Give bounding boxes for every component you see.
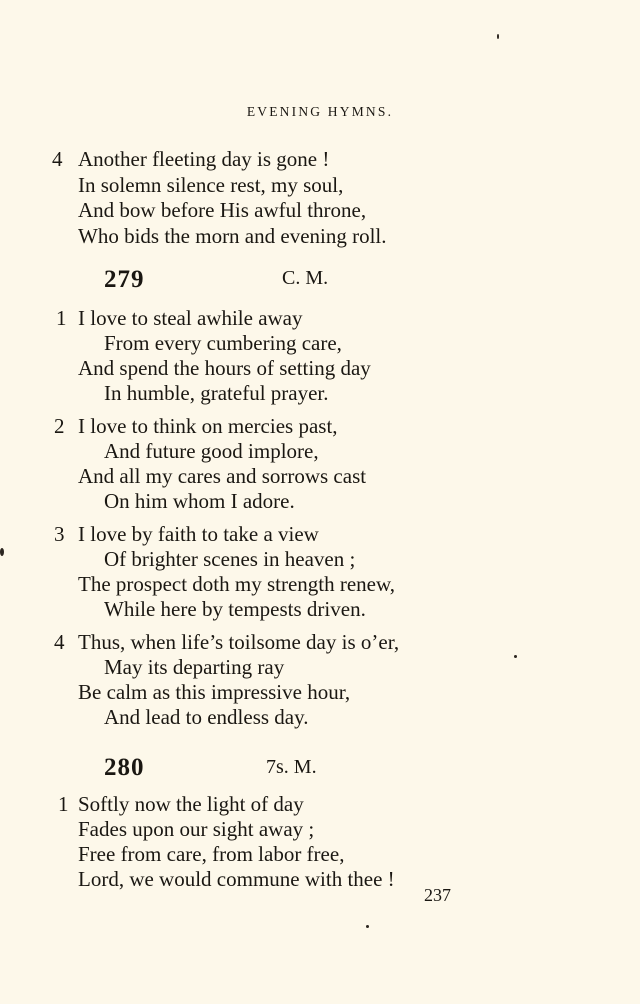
hymn-meter: 7s. M. [266, 756, 317, 778]
hymn-number: 279 [104, 266, 145, 293]
verse-line: In humble, grateful prayer. [104, 381, 329, 405]
verse-line: Of brighter scenes in heaven ; [104, 547, 356, 571]
verse-line: I love to think on mercies past, [78, 414, 338, 438]
page-number: 237 [424, 885, 451, 905]
verse-number: 4 [54, 630, 65, 654]
verse-number: 2 [54, 414, 65, 438]
verse-line: I love to steal awhile away [78, 306, 303, 330]
verse-line: And lead to endless day. [104, 705, 309, 729]
hymn-number: 280 [104, 754, 145, 781]
verse-line: And bow before His awful throne, [78, 198, 367, 222]
ink-speck [514, 655, 517, 658]
verse-number: 4 [52, 147, 63, 171]
verse-line: Be calm as this impressive hour, [78, 680, 351, 704]
verse-line: Who bids the morn and evening roll. [78, 224, 387, 248]
verse-line: From every cumbering care, [104, 331, 342, 355]
verse-line: Fades upon our sight away ; [78, 817, 315, 841]
verse-line: The prospect doth my strength renew, [78, 572, 396, 596]
verse-number: 1 [58, 792, 69, 816]
verse-line: I love by faith to take a view [78, 522, 319, 546]
running-header: EVENING HYMNS. [246, 104, 394, 119]
verse-line: Thus, when life’s toilsome day is o’er, [78, 630, 400, 654]
verse-line: In solemn silence rest, my soul, [78, 173, 344, 197]
verse-line: Softly now the light of day [78, 792, 304, 816]
verse-line: And spend the hours of setting day [78, 356, 371, 380]
verse-line: On him whom I adore. [104, 489, 295, 513]
hymn-meter: C. M. [282, 267, 329, 289]
verse-line: While here by tempests driven. [104, 597, 366, 621]
ink-speck [0, 548, 4, 556]
verse-line: May its departing ray [104, 655, 285, 679]
ink-speck [366, 925, 369, 928]
ink-speck [497, 34, 499, 39]
verse-line: Free from care, from labor free, [78, 842, 345, 866]
verse-number: 1 [56, 306, 67, 330]
verse-line: Lord, we would commune with thee ! [78, 867, 395, 891]
verse-line: And all my cares and sorrows cast [78, 464, 367, 488]
verse-line: Another fleeting day is gone ! [78, 147, 330, 171]
verse-line: And future good implore, [104, 439, 319, 463]
verse-number: 3 [54, 522, 65, 546]
